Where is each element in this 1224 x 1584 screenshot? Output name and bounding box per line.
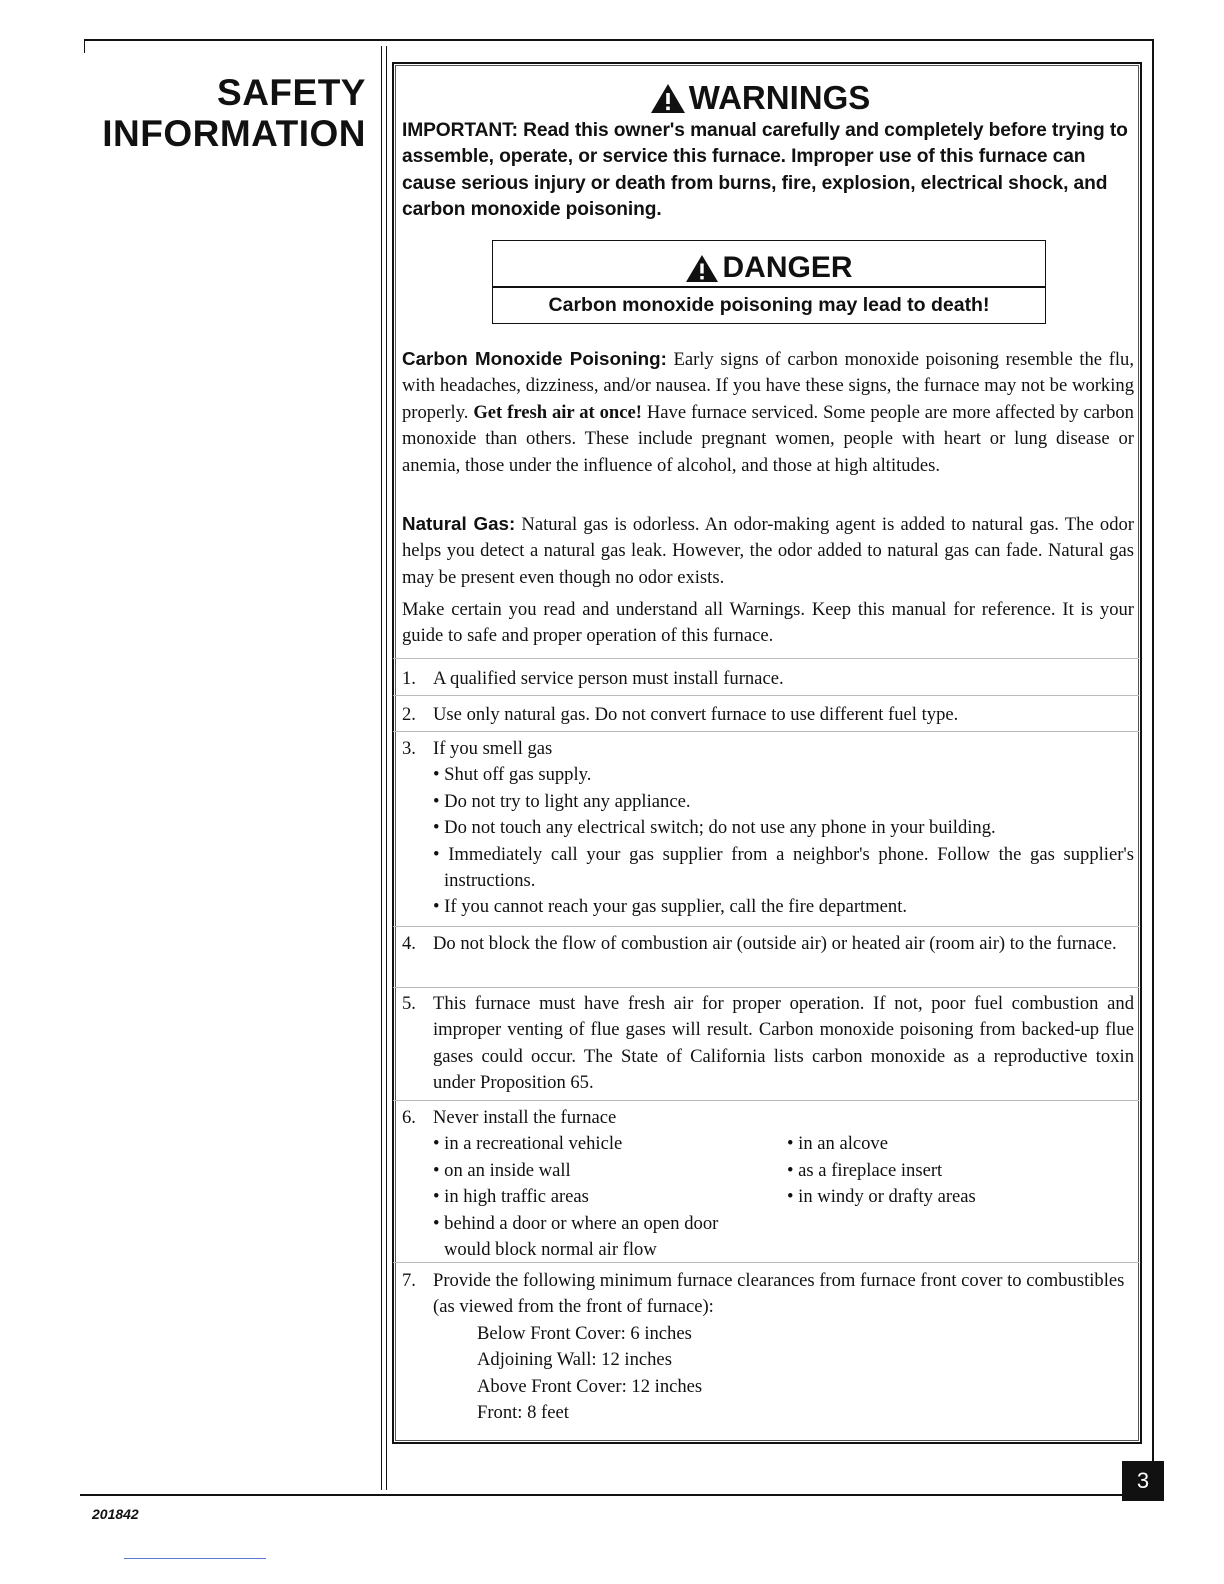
clearance-item: Adjoining Wall: 12 inches bbox=[477, 1349, 672, 1371]
list-item-text: Never install the furnace bbox=[433, 1107, 617, 1128]
list-item-text: Use only natural gas. Do not convert furnace to use different fuel type. bbox=[433, 704, 959, 725]
co-poisoning-lead: Carbon Monoxide Poisoning: bbox=[402, 348, 667, 369]
warnings-heading bbox=[630, 78, 890, 118]
separator bbox=[393, 658, 1139, 659]
frame-top-rule bbox=[84, 39, 1154, 41]
frame-bottom-rule bbox=[80, 1494, 1154, 1496]
list-item-number: 7. bbox=[402, 1270, 416, 1291]
location-item: • on an inside wall bbox=[433, 1159, 571, 1181]
list-item-4 bbox=[402, 931, 1134, 957]
clearance-item: Front: 8 feet bbox=[477, 1402, 569, 1424]
danger-subtext: Carbon monoxide poisoning may lead to death! bbox=[548, 294, 990, 316]
warnings-heading-text: WARNINGS bbox=[688, 79, 871, 116]
bullet-item: • Immediately call your gas supplier from a neighbor's phone. Follow the gas supplier's instructions. bbox=[433, 843, 1134, 892]
co-poisoning-bold: Get fresh air at once! bbox=[473, 401, 642, 423]
list-item-text: If you smell gas bbox=[433, 738, 553, 759]
list-item-1 bbox=[402, 666, 1134, 692]
list-item-6 bbox=[402, 1105, 1134, 1263]
make-certain-paragraph: Make certain you read and understand all Warnings. Keep this manual for reference. It is your guide to safe and proper operation of this furnace. bbox=[402, 599, 1134, 647]
bullet-item: • Shut off gas supply. bbox=[433, 764, 592, 786]
location-item: • in windy or drafty areas bbox=[787, 1186, 976, 1208]
location-columns bbox=[433, 1131, 1134, 1263]
natural-gas-lead: Natural Gas: bbox=[402, 513, 516, 534]
column-divider bbox=[381, 46, 382, 1490]
separator bbox=[393, 731, 1139, 732]
list-item-number: 5. bbox=[402, 993, 416, 1014]
location-item: • in a recreational vehicle bbox=[433, 1133, 623, 1155]
list-item-number: 3. bbox=[402, 738, 416, 759]
location-item: • as a fireplace insert bbox=[787, 1159, 943, 1181]
separator bbox=[393, 987, 1139, 988]
bullet-item: • If you cannot reach your gas supplier, call the fire department. bbox=[433, 896, 908, 918]
list-item-text: Provide the following minimum furnace clearances from furnace front cover to combustibles (as viewed from the front of furnace): bbox=[433, 1270, 1125, 1318]
list-item-number: 6. bbox=[402, 1107, 416, 1128]
list-item-3 bbox=[402, 736, 1134, 921]
document-number: 201842 bbox=[92, 1506, 139, 1522]
location-item: • in high traffic areas bbox=[433, 1186, 589, 1208]
page-number: 3 bbox=[1122, 1461, 1164, 1501]
danger-divider bbox=[493, 286, 1045, 288]
section-title-line-2: INFORMATION bbox=[102, 113, 366, 154]
frame-right-rule bbox=[1152, 39, 1154, 1495]
list-item-number: 1. bbox=[402, 668, 416, 689]
list-item-number: 2. bbox=[402, 704, 416, 725]
danger-heading bbox=[493, 247, 1045, 289]
natural-gas-text: Natural gas is odorless. An odor-making agent is added to natural gas. The odor helps you detect a natural gas leak. However, the odor added to natural gas can fade. Natural gas may be present even though no odor exists. bbox=[402, 514, 1134, 588]
danger-heading-text: DANGER bbox=[722, 251, 853, 284]
bullet-item: • Do not try to light any appliance. bbox=[433, 790, 691, 812]
natural-gas-paragraph bbox=[402, 511, 1134, 591]
section-title-line-1: SAFETY bbox=[217, 72, 366, 113]
separator bbox=[393, 1100, 1139, 1101]
list-item-text: Do not block the flow of combustion air (outside air) or heated air (room air) to the furnace. bbox=[433, 933, 1117, 954]
list-item-text: This furnace must have fresh air for proper operation. If not, poor fuel combustion and improper venting of flue gases will result. Carbon monoxide poisoning from backed-up flue gases could occur. The State of California lists carbon monoxide as a reproductive toxin under Proposition 65. bbox=[433, 993, 1134, 1094]
footer-underline bbox=[124, 1558, 266, 1559]
location-item: • in an alcove bbox=[787, 1133, 888, 1155]
warning-triangle-icon bbox=[650, 83, 686, 114]
separator bbox=[393, 695, 1139, 696]
clearance-item: Below Front Cover: 6 inches bbox=[477, 1322, 692, 1344]
frame-left-tick bbox=[84, 39, 85, 53]
important-notice: IMPORTANT: Read this owner's manual carefully and completely before trying to assemble, operate, or service this furnace. Improper use of this furnace can cause serious injury or death from burns, fire, explosion, electrical shock, and carbon monoxide poisoning. bbox=[402, 120, 1128, 220]
co-poisoning-paragraph bbox=[402, 346, 1134, 479]
list-item-number: 4. bbox=[402, 933, 416, 954]
list-item-7 bbox=[402, 1268, 1134, 1426]
list-item-text: A qualified service person must install furnace. bbox=[433, 668, 784, 689]
section-title bbox=[96, 72, 366, 154]
clearance-item: Above Front Cover: 12 inches bbox=[477, 1375, 703, 1397]
co-poisoning-text-2: Have furnace serviced. Some people are more affected by carbon monoxide than others. These include pregnant women, people with heart or lung disease or anemia, those under the influence of alcohol, and those at high altitudes. bbox=[402, 401, 1134, 476]
list-item-2 bbox=[402, 702, 1134, 728]
list-item-5 bbox=[402, 991, 1134, 1097]
separator bbox=[393, 1262, 1139, 1263]
danger-triangle-icon bbox=[685, 254, 719, 283]
column-divider-inner bbox=[386, 46, 387, 1490]
separator bbox=[393, 926, 1139, 927]
bullet-item: • Do not touch any electrical switch; do not use any phone in your building. bbox=[433, 817, 996, 839]
danger-box bbox=[492, 240, 1046, 324]
location-item: • behind a door or where an open door would block normal air flow bbox=[433, 1212, 719, 1261]
co-poisoning-text-1: Early signs of carbon monoxide poisoning resemble the flu, with headaches, dizziness, and/or nausea. If you have these signs, the furnace may not be working properly. bbox=[402, 349, 1134, 423]
